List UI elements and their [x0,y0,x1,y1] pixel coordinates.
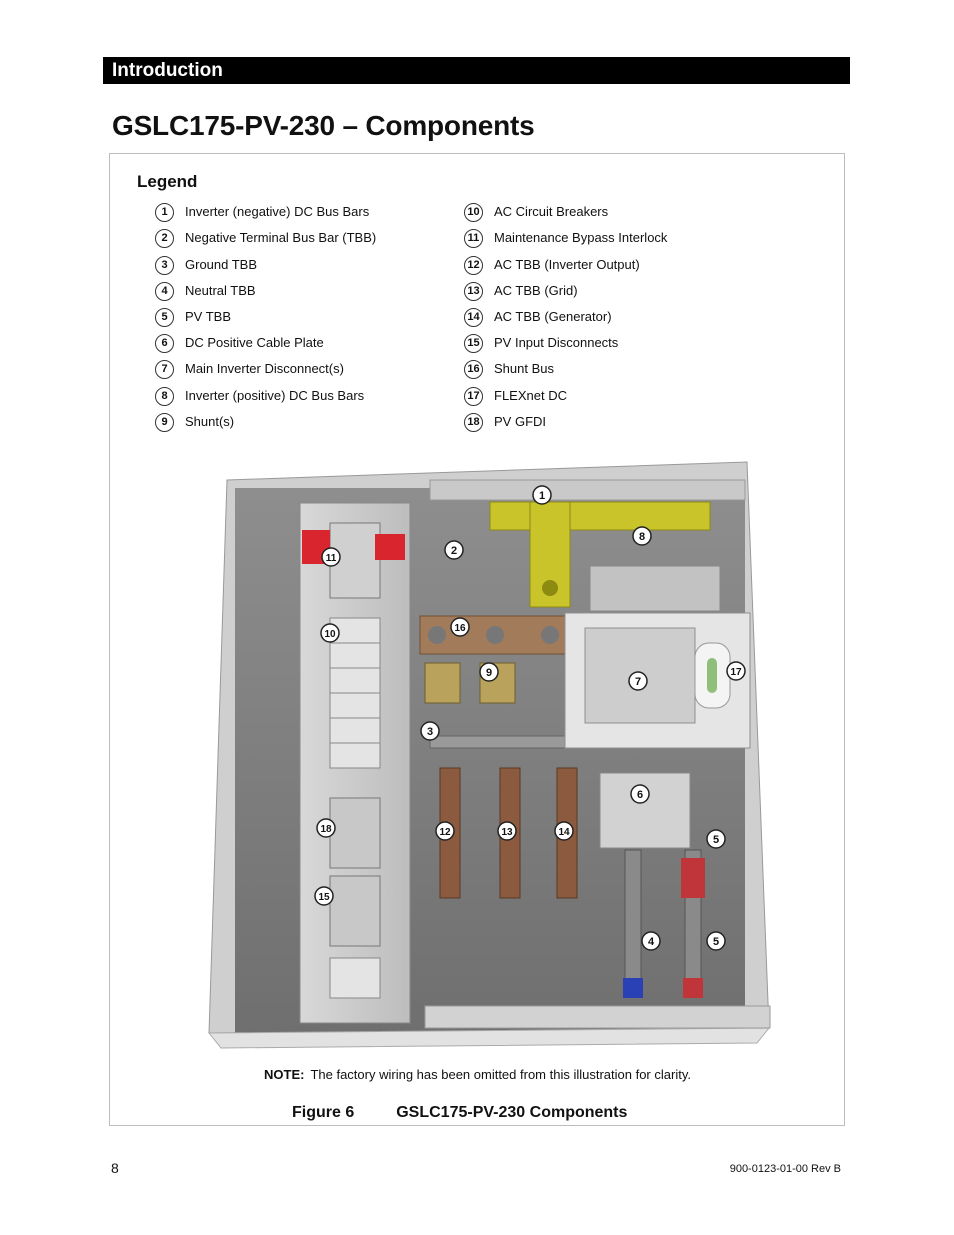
callout-number-badge: 3 [155,256,174,275]
legend-label: Shunt(s) [185,414,235,429]
callout-number-badge: 17 [464,387,483,406]
callout-7 [629,672,647,690]
callout-6 [631,785,649,803]
legend-item [464,358,554,380]
legend-item [464,332,618,354]
legend-label: AC Circuit Breakers [494,204,609,219]
callout-15 [315,887,333,905]
svg-text:17: 17 [730,667,742,678]
callout-17 [727,662,745,680]
svg-text:14: 14 [558,827,570,838]
svg-text:13: 13 [501,827,513,838]
callout-8 [633,527,651,545]
svg-text:16: 16 [454,623,466,634]
pv-tbb [681,850,705,998]
svg-text:11: 11 [325,553,337,564]
callout-number-badge: 13 [464,282,483,301]
callout-10 [321,624,339,642]
page-title: GSLC175-PV-230 – Components [112,110,535,141]
callout-number-badge: 16 [464,360,483,379]
legend-label: Neutral TBB [185,283,256,298]
callout-11 [322,548,340,566]
legend-item [155,332,324,354]
legend-item [155,227,376,249]
callout-number-badge: 1 [155,203,174,222]
legend-item [155,254,257,276]
svg-text:10: 10 [324,629,336,640]
svg-text:12: 12 [439,827,451,838]
figure-note [264,1067,691,1082]
callout-16 [451,618,469,636]
ground-tbb [430,736,570,748]
callout-number-badge: 7 [155,360,174,379]
legend-item [464,280,578,302]
callout-1 [533,486,551,504]
svg-text:7: 7 [634,676,642,688]
svg-text:4: 4 [647,936,655,948]
callout-number-badge: 11 [464,229,483,248]
callout-number-badge: 9 [155,413,174,432]
note-label: NOTE: [264,1067,305,1082]
figure-number: Figure 6 [292,1104,355,1121]
callout-number-badge: 5 [155,308,174,327]
callout-number-badge: 15 [464,334,483,353]
callout-4 [642,932,660,950]
legend-item [464,254,640,276]
callout-number-badge: 2 [155,229,174,248]
callout-12 [436,822,454,840]
callout-14 [555,822,573,840]
callout-number-badge: 4 [155,282,174,301]
svg-text:18: 18 [320,824,332,835]
svg-text:3: 3 [426,726,434,738]
figure-caption-text: GSLC175-PV-230 Components [396,1104,628,1121]
callout-number-badge: 12 [464,256,483,275]
legend-label: PV GFDI [494,414,547,429]
legend-item [464,306,612,328]
note-text: The factory wiring has been omitted from this illustration for clarity. [310,1067,691,1082]
legend-item [155,201,369,223]
legend-title: Legend [137,172,198,191]
callout-13 [498,822,516,840]
svg-text:6: 6 [636,789,644,801]
legend-item [155,280,256,302]
callout-9 [480,663,498,681]
legend-label: Main Inverter Disconnect(s) [185,361,344,376]
callout-number-badge: 14 [464,308,483,327]
legend-label: AC TBB (Generator) [494,309,612,324]
callout-number-badge: 6 [155,334,174,353]
legend-item [155,358,344,380]
breaker-column [300,503,410,1023]
legend-item [155,411,234,433]
callout-number-badge: 8 [155,387,174,406]
svg-text:1: 1 [538,490,546,502]
legend-label: DC Positive Cable Plate [185,335,324,350]
legend-label: FLEXnet DC [494,388,567,403]
legend-label: Shunt Bus [494,361,554,376]
page-number: 8 [111,1160,119,1176]
svg-text:5: 5 [712,936,720,948]
legend-label: PV Input Disconnects [494,335,619,350]
legend-label: Maintenance Bypass Interlock [494,230,668,245]
legend-item [155,306,231,328]
callout-number-badge: 18 [464,413,483,432]
legend-label: Inverter (positive) DC Bus Bars [185,388,365,403]
legend-label: Ground TBB [185,257,258,272]
document-id: 900-0123-01-00 Rev B [729,1163,841,1175]
legend-label: AC TBB (Inverter Output) [494,257,640,272]
svg-text:5: 5 [712,834,720,846]
legend-item [464,411,546,433]
dc-positive-cable-plate [600,773,690,848]
legend-label: AC TBB (Grid) [494,283,578,298]
legend-item [464,227,667,249]
svg-text:8: 8 [638,531,646,543]
callout-number-badge: 10 [464,203,483,222]
legend-item [464,201,608,223]
legend-label: PV TBB [185,309,232,324]
legend-item [155,385,364,407]
callout-3 [421,722,439,740]
callout-2 [445,541,463,559]
neutral-tbb [623,850,643,998]
svg-text:2: 2 [450,545,458,557]
section-title: Introduction [112,60,223,81]
legend-label: Inverter (negative) DC Bus Bars [185,204,370,219]
enclosure-illustration [205,458,775,1058]
callout-5 [707,830,725,848]
callout-18 [317,819,335,837]
figure-caption [292,1104,627,1122]
legend-label: Negative Terminal Bus Bar (TBB) [185,230,377,245]
svg-text:9: 9 [485,667,493,679]
legend-item [464,385,567,407]
callout-5 [707,932,725,950]
svg-text:15: 15 [318,892,330,903]
section-header-bar [103,57,850,84]
